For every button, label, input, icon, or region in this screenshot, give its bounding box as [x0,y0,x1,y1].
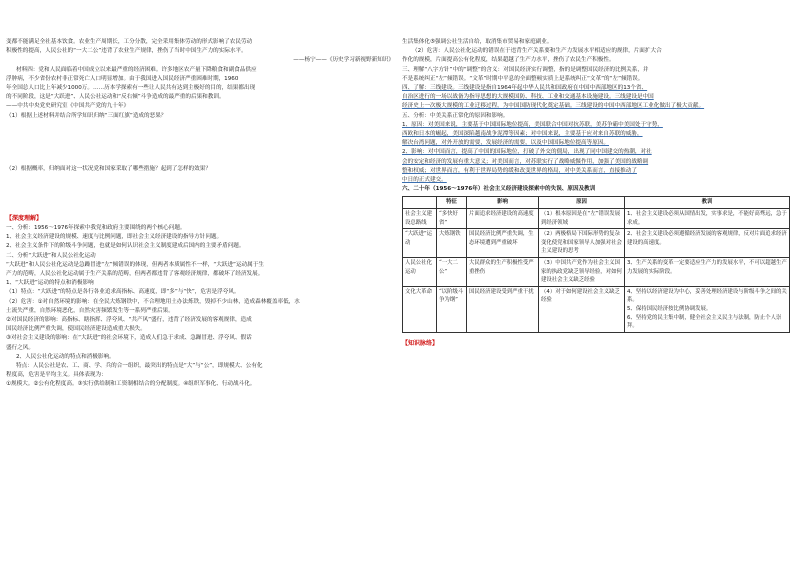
question-1: （1）根据上述材料并结合所学知识归纳“三面红旗”造成的恶果？ [6,112,167,119]
table-row [403,209,790,229]
text-line: 解决台湾问题，对外开放的需要，发展经济的需要，以及中国国际地位提高等原因。 [402,140,609,147]
table-cell-impact: 片面追求经济建设的高速度 [467,209,539,229]
table-cell-impact: 国民经济比例严重失调，生态环境遭到严重破坏 [467,229,539,258]
table-cell-cause: （1）根本原因是在“左”错误发展到经济领域 [539,209,625,229]
material-source: ——杨宁——《历史学习新视野新知识》 [293,57,394,64]
deep-line: ②对国民经济的影响：高指标、瞎指挥、浮夸风、“共产风”盛行，违背了经济发展的客观规律，造成 [6,317,252,324]
deep-line: 2、社会主义条件下的阶级斗争问题，也就是如何认识社会主义制度建成后国内的主要矛盾问题。 [6,243,245,250]
material-line: 积极性的提高，人民公社的“一大二公”违背了农业生产规律，挫伤了当时中国生产力的实际水平。 [6,48,247,55]
table-cell-impact: 大民群众的生产积极性受严重挫伤 [467,258,539,287]
material-line: 材料四：党和人民面临着中国成立以来最严重的经济困难。许多地区农产量下降粮食和副食品供应 [16,66,257,73]
table-cell-cause: （4）对于如何建设社会主义缺乏经验 [539,286,625,332]
deep-line: “大跃进”和人民公社化运动是急躁冒进“左”倾错误的体现，但两者本质属性不一样，“大跃进”运动属于生 [6,261,264,268]
text-line: 生活集体化⑤强调公社生活自给，取消集市贸易和家庭副业。 [402,39,553,45]
deep-line: 一、分析：1956～1976年探索中我党和政府主要围绕的两个核心问题。 [6,225,186,232]
text-line: 会的安定和经济的发展有重大意义；对美国而言，对苏联实行了战略威慑作用，加强了美国的战略调 [402,158,649,165]
material-line: 浮肿病，不少省份农村非正常死亡人口明显增加。由于我国进入国民经济严重困难时期，1960 [6,75,239,82]
table-cell-cause: （3）中国共产党作为社会主义国家的执政党缺乏领导经验，对如何建设社会主义缺乏经验 [539,258,625,287]
table-cell-lesson: 1、社会主义建设必须从国情出发，实事求是，不能好高骛远，急于求成。 [625,209,790,229]
table-cell-feature: 大炼钢铁 [437,229,467,258]
material-source: ——中共中央党史研究室《中国共产党的九十年》 [6,103,130,110]
material-line: 变都不能满足全社基本饮食。农业生产周期长，工分分散，完全采用集体劳动的形式影响了农民劳动 [6,39,253,45]
text-line: 四、了解：三线建设。三线建设是指自1964年起中华人民共和国政府在中国中西部地区的13个省、 [402,85,648,92]
table-cell-cause: （2）两极格局下国际形势的复杂变化使党和国家领导人加强对社会主义建设的思考 [539,229,625,258]
lessons-table [402,196,790,332]
text-line: 西欧和日本的崛起，美国深陷越南战争泥潭等因素；对中国来说，主要基于应对来自苏联的威胁， [402,131,643,138]
text-line: 整和权威；对世界而言，有利于世界局势的缓和改变世界的格局，对中美关系而言，直接推动了 [402,167,637,174]
table-header-row [403,197,790,209]
deep-line: 盛行之风。 [6,344,34,351]
table-header-cell: 特征 [437,197,467,209]
text-line: 三、理解“八字方针”中的“调整”的含义：对国民经济实行调整，指的是调整国民经济的比例关系，并 [402,66,649,73]
table-cell-name: 文化大革命 [403,286,437,332]
deep-line: 产力的范畴，人民公社化运动属于生产关系的范畴，但两者都违背了客观经济规律，都破坏了经济发展。 [6,271,264,278]
table-row [403,258,790,287]
table-row [403,229,790,258]
text-line: 自治区进行的一场以战备为指导思想的大规模国防、科技、工业和交通基本设施建设。三线建设是中国 [402,94,654,101]
table-cell-lesson: 3、生产关系的变革一定要适应生产力的发展水平，不可以超越生产力发展的实际阶段。 [625,258,790,287]
deep-line: 1、社会主义经济建设的规模、速度与比例问题，即社会主义经济建设的指导方针问题。 [6,234,223,241]
table-header-cell: 原因 [539,197,625,209]
deep-line: ①规模大。②公有化程度高。③实行供给制和工资制相结合的分配制度。④组织军事化、行动战斗化。 [6,381,256,388]
table-cell-feature: “多快好省” [437,209,467,229]
deep-line: （1）特点：“大跃进”的特点是各行各业追求高指标、高速度，即“多”与“快”，危害是浮夸风。 [6,289,240,296]
deep-line: 特点：人民公社是农、工、商、学、兵的合一组织，最突出的特点是“大”与“公”，即规模大、公有化 [16,363,263,370]
left-column [6,38,394,390]
deep-understanding-title: 【深度理解】 [6,215,43,223]
table-cell-lesson: 4、坚持以经济建设为中心，妥善处理经济建设与阶级斗争之间的关系。 5、保持国民经济按比例协调发展。 6、坚持党的民主集中制，健全社会主义民主与法制，防止个人崇拜。 [625,286,790,332]
question-2: （2）根据概率，归纳面对这一状况党和国家采取了哪些措施？起到了怎样的效果？ [6,165,211,172]
deep-line: 2、人民公社化运动的特点和消极影响。 [16,353,115,360]
text-line: 作化的规模，片面提高公有化程度，结果超越了生产力水平，挫伤了农民生产积极性。 [402,57,615,64]
text-line: 经济史上一次极大规模的工业迁移过程，为中国国防现代化奠定基础。三线建设的中国中西部地区工业化做出了极大贡献。 [402,103,705,110]
deep-line: 1、“大跃进”运动的特点和消极影响 [6,280,94,287]
table-header-cell [403,197,437,209]
deep-line: 二、分析“大跃进”和人民公社化运动 [6,252,96,259]
material-line: 的不同阶段，这是“大跃进”、人民公社运动和“反右倾”斗争造成的最严重的后果和教训。 [6,94,225,101]
text-line: 中日的正式建交。 [402,177,447,184]
text-line: （2）危害：人民公社化运动的错误在于违背生产关系要和生产力发展水平相适应的规律，片面扩大合 [412,48,662,55]
table-cell-name: 社会主义建设总路线 [403,209,437,229]
table-header-cell: 教训 [625,197,790,209]
knowledge-map-title: 【知识脉络】 [402,339,439,347]
text-line: 五、分析：中美关系正常化的原因和影响。 [402,112,509,119]
deep-line: 土流失严重，自然环境恶化，自然灾害频繁发生等一系列严重后果。 [6,307,174,314]
material-line: 年全国总人口比上年减少1000万。……历本学探索有一些让人民共有达到主极好的目的，结果都出现 [6,85,256,92]
table-cell-feature: “一大二公” [437,258,467,287]
deep-line: 程度高，危害是平均主义。具体表现为： [6,372,107,379]
table-cell-feature: “以阶级斗争为纲” [437,286,467,332]
table-header-cell: 影响 [467,197,539,209]
text-line: 2、影响：对中国而言，提高了中国的国际地位，打破了外交的僵局，出现了同中国建交的热潮，对社 [402,149,652,156]
table-cell-name: 人民公社化运动 [403,258,437,287]
deep-line: （2）危害：①对自然环境的影响：在全民大炼钢铁中，不合理地用土办法炼铁，毁掉不少山林，造成森林覆盖率低，水 [6,298,300,305]
deep-line: ③对社会主义建设的影响：在“大跃进”的社会环境下，造成人们急于求成、急躁冒进、浮夸风、假话 [6,335,252,342]
table-cell-name: “大跃进”运动 [403,229,437,258]
text-line: 1、原因：对美国来说，主要基于中国国际地位提高，美国联合中国对抗苏联，美苏争霸中美国处于守势， [402,121,663,128]
table-cell-impact: 国民经济建设受到严重干扰 [467,286,539,332]
table-title: 六、二十年（1956～1976年）社会主义经济建设探索中的失误、原因及教训 [402,186,596,193]
deep-line: 国民经济比例严重失调，使国民经济建设造成重大损失。 [6,326,146,333]
text-line: 不是系统纠正“左”倾错误。“文革”时期中平息的全面整顿实质上是系统纠正“文革”的“左”倾错误。 [402,75,644,82]
right-column [402,38,790,349]
table-row [403,286,790,332]
table-cell-lesson: 2、社会主义建设必须遵循经济发展的客观规律，反对片面追求经济建设的高速度。 [625,229,790,258]
